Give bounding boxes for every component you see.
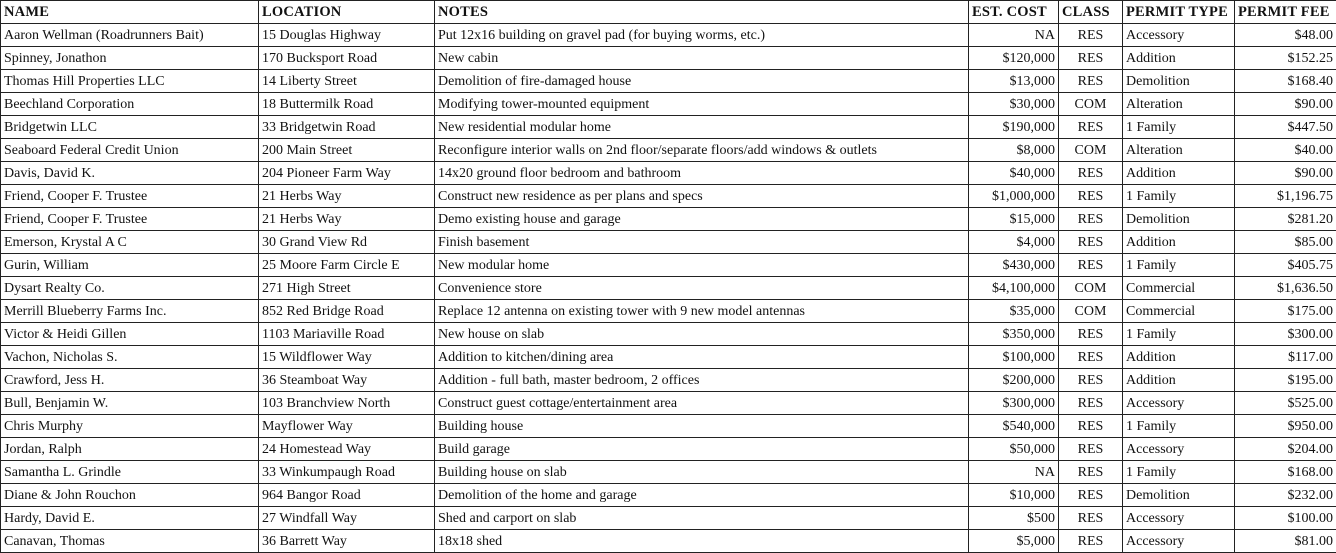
cell-permit-fee: $525.00 [1235,392,1336,415]
cell-location: 964 Bangor Road [259,484,435,507]
table-body [1,24,1336,553]
cell-name: Vachon, Nicholas S. [1,346,259,369]
cell-est-cost: $4,000 [969,231,1059,254]
cell-permit-fee: $405.75 [1235,254,1336,277]
cell-notes: Build garage [435,438,969,461]
cell-name: Chris Murphy [1,415,259,438]
header-est-cost: EST. COST [969,1,1059,24]
cell-est-cost: $30,000 [969,93,1059,116]
cell-name: Victor & Heidi Gillen [1,323,259,346]
cell-name: Jordan, Ralph [1,438,259,461]
cell-notes: Modifying tower-mounted equipment [435,93,969,116]
cell-permit-fee: $281.20 [1235,208,1336,231]
cell-location: 21 Herbs Way [259,185,435,208]
cell-notes: New residential modular home [435,116,969,139]
table-row [1,438,1336,461]
cell-permit-type: Accessory [1123,438,1235,461]
cell-name: Dysart Realty Co. [1,277,259,300]
cell-est-cost: $120,000 [969,47,1059,70]
cell-permit-type: Addition [1123,369,1235,392]
cell-name: Davis, David K. [1,162,259,185]
cell-notes: Demolition of fire-damaged house [435,70,969,93]
table-row [1,208,1336,231]
cell-permit-type: Commercial [1123,300,1235,323]
cell-class: RES [1059,231,1123,254]
cell-name: Gurin, William [1,254,259,277]
cell-permit-fee: $1,196.75 [1235,185,1336,208]
table-row [1,300,1336,323]
table-row [1,185,1336,208]
cell-class: COM [1059,277,1123,300]
cell-name: Aaron Wellman (Roadrunners Bait) [1,24,259,47]
cell-permit-type: 1 Family [1123,185,1235,208]
cell-class: RES [1059,162,1123,185]
cell-class: RES [1059,70,1123,93]
table-row [1,507,1336,530]
cell-permit-fee: $85.00 [1235,231,1336,254]
cell-location: 33 Bridgetwin Road [259,116,435,139]
cell-permit-type: 1 Family [1123,254,1235,277]
cell-location: 852 Red Bridge Road [259,300,435,323]
cell-est-cost: $350,000 [969,323,1059,346]
cell-notes: Convenience store [435,277,969,300]
header-row [1,1,1336,24]
cell-permit-fee: $950.00 [1235,415,1336,438]
cell-permit-fee: $48.00 [1235,24,1336,47]
table-row [1,415,1336,438]
cell-location: 204 Pioneer Farm Way [259,162,435,185]
cell-location: 15 Douglas Highway [259,24,435,47]
cell-permit-type: Accessory [1123,392,1235,415]
cell-est-cost: NA [969,461,1059,484]
cell-class: RES [1059,116,1123,139]
cell-permit-type: Addition [1123,47,1235,70]
cell-location: 27 Windfall Way [259,507,435,530]
cell-name: Seaboard Federal Credit Union [1,139,259,162]
cell-permit-type: 1 Family [1123,415,1235,438]
cell-location: Mayflower Way [259,415,435,438]
cell-permit-fee: $232.00 [1235,484,1336,507]
cell-class: RES [1059,507,1123,530]
cell-notes: Addition to kitchen/dining area [435,346,969,369]
cell-name: Crawford, Jess H. [1,369,259,392]
cell-name: Canavan, Thomas [1,530,259,553]
cell-permit-type: Addition [1123,346,1235,369]
cell-location: 25 Moore Farm Circle E [259,254,435,277]
cell-permit-fee: $100.00 [1235,507,1336,530]
cell-class: RES [1059,530,1123,553]
cell-name: Bull, Benjamin W. [1,392,259,415]
cell-permit-fee: $204.00 [1235,438,1336,461]
cell-name: Bridgetwin LLC [1,116,259,139]
table-row [1,162,1336,185]
cell-est-cost: $300,000 [969,392,1059,415]
cell-permit-fee: $300.00 [1235,323,1336,346]
cell-notes: Reconfigure interior walls on 2nd floor/separate floors/add windows & outlets [435,139,969,162]
cell-notes: Building house [435,415,969,438]
cell-est-cost: $190,000 [969,116,1059,139]
cell-est-cost: $540,000 [969,415,1059,438]
cell-est-cost: $1,000,000 [969,185,1059,208]
cell-location: 200 Main Street [259,139,435,162]
header-location: LOCATION [259,1,435,24]
cell-permit-type: 1 Family [1123,116,1235,139]
cell-name: Thomas Hill Properties LLC [1,70,259,93]
cell-notes: Finish basement [435,231,969,254]
cell-permit-type: Demolition [1123,208,1235,231]
cell-class: RES [1059,185,1123,208]
cell-class: RES [1059,415,1123,438]
cell-name: Beechland Corporation [1,93,259,116]
cell-permit-fee: $447.50 [1235,116,1336,139]
cell-location: 18 Buttermilk Road [259,93,435,116]
cell-permit-type: Demolition [1123,484,1235,507]
cell-notes: Building house on slab [435,461,969,484]
cell-permit-fee: $195.00 [1235,369,1336,392]
cell-est-cost: $10,000 [969,484,1059,507]
cell-name: Friend, Cooper F. Trustee [1,208,259,231]
cell-class: RES [1059,392,1123,415]
cell-est-cost: $15,000 [969,208,1059,231]
cell-class: COM [1059,139,1123,162]
table-row [1,277,1336,300]
cell-location: 33 Winkumpaugh Road [259,461,435,484]
cell-est-cost: NA [969,24,1059,47]
cell-notes: Demolition of the home and garage [435,484,969,507]
table-row [1,70,1336,93]
cell-notes: 18x18 shed [435,530,969,553]
cell-permit-type: Alteration [1123,93,1235,116]
cell-name: Samantha L. Grindle [1,461,259,484]
cell-permit-type: Alteration [1123,139,1235,162]
cell-location: 271 High Street [259,277,435,300]
cell-permit-type: Accessory [1123,530,1235,553]
cell-est-cost: $200,000 [969,369,1059,392]
table-row [1,323,1336,346]
header-permit-fee: PERMIT FEE [1235,1,1336,24]
table-row [1,461,1336,484]
table-row [1,47,1336,70]
table-row [1,346,1336,369]
cell-location: 24 Homestead Way [259,438,435,461]
cell-est-cost: $430,000 [969,254,1059,277]
cell-notes: 14x20 ground floor bedroom and bathroom [435,162,969,185]
cell-name: Merrill Blueberry Farms Inc. [1,300,259,323]
cell-notes: New modular home [435,254,969,277]
cell-name: Hardy, David E. [1,507,259,530]
cell-notes: Construct new residence as per plans and specs [435,185,969,208]
cell-location: 36 Steamboat Way [259,369,435,392]
cell-name: Friend, Cooper F. Trustee [1,185,259,208]
cell-location: 21 Herbs Way [259,208,435,231]
cell-class: COM [1059,93,1123,116]
cell-class: RES [1059,484,1123,507]
cell-permit-type: Demolition [1123,70,1235,93]
cell-est-cost: $40,000 [969,162,1059,185]
cell-permit-fee: $90.00 [1235,93,1336,116]
cell-permit-fee: $168.00 [1235,461,1336,484]
cell-permit-type: 1 Family [1123,461,1235,484]
cell-permit-fee: $175.00 [1235,300,1336,323]
table-row [1,139,1336,162]
cell-name: Emerson, Krystal A C [1,231,259,254]
cell-notes: Put 12x16 building on gravel pad (for buying worms, etc.) [435,24,969,47]
table-row [1,254,1336,277]
cell-permit-type: 1 Family [1123,323,1235,346]
table-row [1,231,1336,254]
table-row [1,530,1336,553]
cell-permit-type: Accessory [1123,507,1235,530]
header-name: NAME [1,1,259,24]
cell-est-cost: $500 [969,507,1059,530]
table-row [1,484,1336,507]
cell-est-cost: $5,000 [969,530,1059,553]
cell-class: RES [1059,369,1123,392]
table-row [1,24,1336,47]
table-row [1,93,1336,116]
cell-est-cost: $4,100,000 [969,277,1059,300]
cell-class: RES [1059,254,1123,277]
cell-location: 30 Grand View Rd [259,231,435,254]
cell-permit-fee: $152.25 [1235,47,1336,70]
cell-notes: Addition - full bath, master bedroom, 2 offices [435,369,969,392]
cell-location: 15 Wildflower Way [259,346,435,369]
cell-name: Spinney, Jonathon [1,47,259,70]
cell-location: 14 Liberty Street [259,70,435,93]
cell-notes: Shed and carport on slab [435,507,969,530]
cell-est-cost: $100,000 [969,346,1059,369]
cell-est-cost: $13,000 [969,70,1059,93]
cell-permit-fee: $1,636.50 [1235,277,1336,300]
cell-est-cost: $35,000 [969,300,1059,323]
cell-notes: Demo existing house and garage [435,208,969,231]
cell-class: RES [1059,346,1123,369]
cell-location: 1103 Mariaville Road [259,323,435,346]
cell-permit-type: Addition [1123,231,1235,254]
table-row [1,116,1336,139]
header-permit-type: PERMIT TYPE [1123,1,1235,24]
cell-notes: Construct guest cottage/entertainment area [435,392,969,415]
cell-class: RES [1059,47,1123,70]
cell-location: 170 Bucksport Road [259,47,435,70]
cell-location: 36 Barrett Way [259,530,435,553]
cell-class: RES [1059,24,1123,47]
header-notes: NOTES [435,1,969,24]
table-row [1,369,1336,392]
cell-est-cost: $50,000 [969,438,1059,461]
cell-est-cost: $8,000 [969,139,1059,162]
cell-notes: Replace 12 antenna on existing tower with 9 new model antennas [435,300,969,323]
table-row [1,392,1336,415]
cell-permit-fee: $117.00 [1235,346,1336,369]
cell-class: RES [1059,323,1123,346]
cell-permit-fee: $81.00 [1235,530,1336,553]
cell-notes: New house on slab [435,323,969,346]
cell-permit-type: Addition [1123,162,1235,185]
cell-class: RES [1059,438,1123,461]
cell-permit-fee: $40.00 [1235,139,1336,162]
cell-notes: New cabin [435,47,969,70]
header-class: CLASS [1059,1,1123,24]
cell-class: RES [1059,461,1123,484]
cell-permit-fee: $90.00 [1235,162,1336,185]
table-header [1,1,1336,24]
cell-class: COM [1059,300,1123,323]
cell-location: 103 Branchview North [259,392,435,415]
cell-class: RES [1059,208,1123,231]
cell-name: Diane & John Rouchon [1,484,259,507]
cell-permit-type: Commercial [1123,277,1235,300]
cell-permit-fee: $168.40 [1235,70,1336,93]
cell-permit-type: Accessory [1123,24,1235,47]
